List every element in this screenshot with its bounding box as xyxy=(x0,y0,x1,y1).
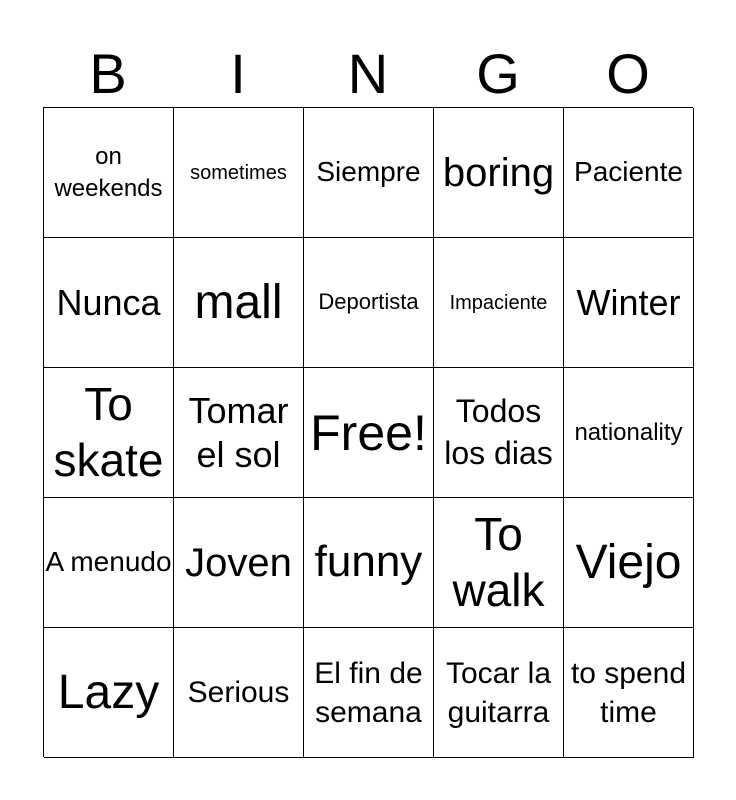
bingo-cell[interactable]: funny xyxy=(304,498,434,628)
bingo-cell[interactable]: El fin de semana xyxy=(304,628,434,758)
header-letter-g: G xyxy=(476,42,520,105)
bingo-cell[interactable]: Serious xyxy=(174,628,304,758)
bingo-cell[interactable]: to spend time xyxy=(564,628,694,758)
bingo-cell[interactable]: Todos los dias xyxy=(434,368,564,498)
bingo-cell[interactable]: Tomar el sol xyxy=(174,368,304,498)
bingo-cell[interactable]: To walk xyxy=(434,498,564,628)
bingo-cell[interactable]: on weekends xyxy=(44,108,174,238)
bingo-cell[interactable]: Impaciente xyxy=(434,238,564,368)
header-letter-n: N xyxy=(347,42,389,105)
bingo-cell[interactable]: Viejo xyxy=(564,498,694,628)
bingo-cell[interactable]: sometimes xyxy=(174,108,304,238)
bingo-board xyxy=(43,107,693,757)
bingo-cell[interactable]: boring xyxy=(434,108,564,238)
bingo-cell[interactable]: nationality xyxy=(564,368,694,498)
header-letter-b: B xyxy=(89,42,127,105)
bingo-cell[interactable]: mall xyxy=(174,238,304,368)
bingo-header xyxy=(43,40,693,108)
bingo-cell[interactable]: To skate xyxy=(44,368,174,498)
bingo-cell[interactable]: Lazy xyxy=(44,628,174,758)
header-letter-i: I xyxy=(230,42,246,105)
bingo-cell[interactable]: Paciente xyxy=(564,108,694,238)
free-space-cell[interactable]: Free! xyxy=(304,368,434,498)
bingo-cell[interactable]: Siempre xyxy=(304,108,434,238)
bingo-cell[interactable]: Joven xyxy=(174,498,304,628)
bingo-cell[interactable]: Winter xyxy=(564,238,694,368)
header-letter-o: O xyxy=(606,42,650,105)
bingo-cell[interactable]: A menudo xyxy=(44,498,174,628)
bingo-cell[interactable]: Tocar la guitarra xyxy=(434,628,564,758)
bingo-cell[interactable]: Nunca xyxy=(44,238,174,368)
bingo-cell[interactable]: Deportista xyxy=(304,238,434,368)
